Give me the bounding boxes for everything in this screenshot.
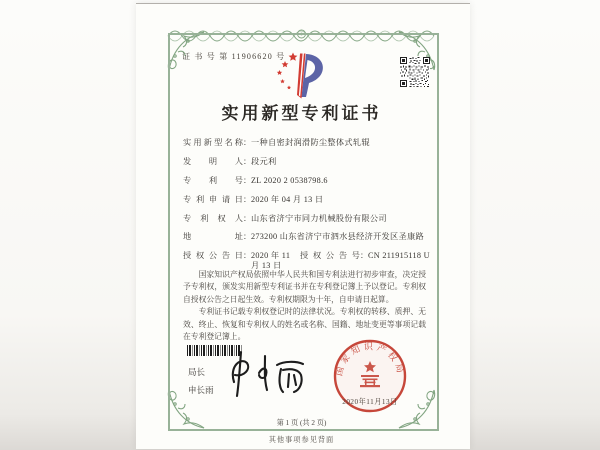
field-patent-number [183, 176, 433, 195]
legal-paragraph: 国家知识产权局依照中华人民共和国专利法进行初步审查，决定授予专利权，颁发实用新型专利证书并在专利登记簿上予以登记。专利权自授权公告之日起生效。专利权期限为十年，自申请日起算。 [183, 270, 426, 304]
field-value: 273200 山东省济宁市泗水县经济开发区圣康路 [251, 232, 424, 242]
field-colon: ： [243, 156, 252, 166]
field-colon: ： [243, 138, 252, 147]
signer-block [188, 364, 214, 399]
field-label: 专利申请日 [183, 194, 243, 204]
field-colon: ： [360, 251, 369, 261]
field-label: 地址 [183, 232, 243, 242]
field-inventor [183, 157, 433, 176]
field-patent-name [183, 138, 433, 157]
field-value: CN 211915118 U [368, 251, 430, 261]
field-colon: ： [243, 232, 252, 242]
page-number: 第 1 页 (共 2 页) [276, 419, 327, 427]
field-value: ZL 2020 2 0538798.6 [251, 175, 328, 185]
field-colon: ： [243, 194, 252, 204]
certificate-title: 实用新型专利证书 [221, 104, 382, 123]
field-value: 山东省济宁市同力机械股份有限公司 [251, 213, 387, 223]
legal-text [183, 269, 426, 343]
certificate-paper [136, 3, 470, 449]
field-address [183, 232, 433, 251]
field-value: 段元利 [251, 156, 277, 166]
field-label: 实用新型名称 [183, 138, 243, 147]
certificate-fields [183, 138, 433, 270]
legal-paragraph: 专利证书记载专利权登记时的法律状况。专利权的转移、质押、无效、终止、恢复和专利权人的姓名或名称、国籍、地址变更等事项记载在专利登记簿上。 [183, 307, 426, 342]
field-value: 2020 年 11 月 13 日 [251, 251, 291, 271]
field-colon: ： [243, 175, 252, 185]
seal-arc-text: 国家知识产权局 [333, 341, 407, 377]
qr-code [400, 55, 430, 89]
field-patentee [183, 214, 433, 233]
field-colon: ： [243, 251, 252, 261]
field-colon: ： [243, 213, 252, 223]
certificate-number: 证 书 号 第 11906620 号 [182, 52, 286, 61]
signer-title: 局长 [188, 367, 206, 377]
field-label: 授权公告号 [300, 251, 360, 261]
field-filing-date [183, 195, 433, 214]
field-label: 发明人 [183, 156, 243, 166]
field-value: 2020 年 04 月 13 日 [251, 194, 324, 204]
seal-date: 2020年11月13日 [342, 398, 398, 406]
signer-name: 申长雨 [188, 384, 214, 395]
field-label: 授权公告日 [183, 251, 243, 261]
field-grant-row [183, 251, 433, 270]
cnipa-patent-logo-icon [269, 51, 333, 101]
field-value: 一种自密封润滑防尘整体式轧辊 [251, 138, 370, 147]
commissioner-signature [220, 348, 318, 400]
field-label: 专利权人 [183, 213, 243, 223]
field-label: 专利号 [183, 175, 243, 185]
back-note: 其他事项参见背面 [268, 436, 335, 444]
